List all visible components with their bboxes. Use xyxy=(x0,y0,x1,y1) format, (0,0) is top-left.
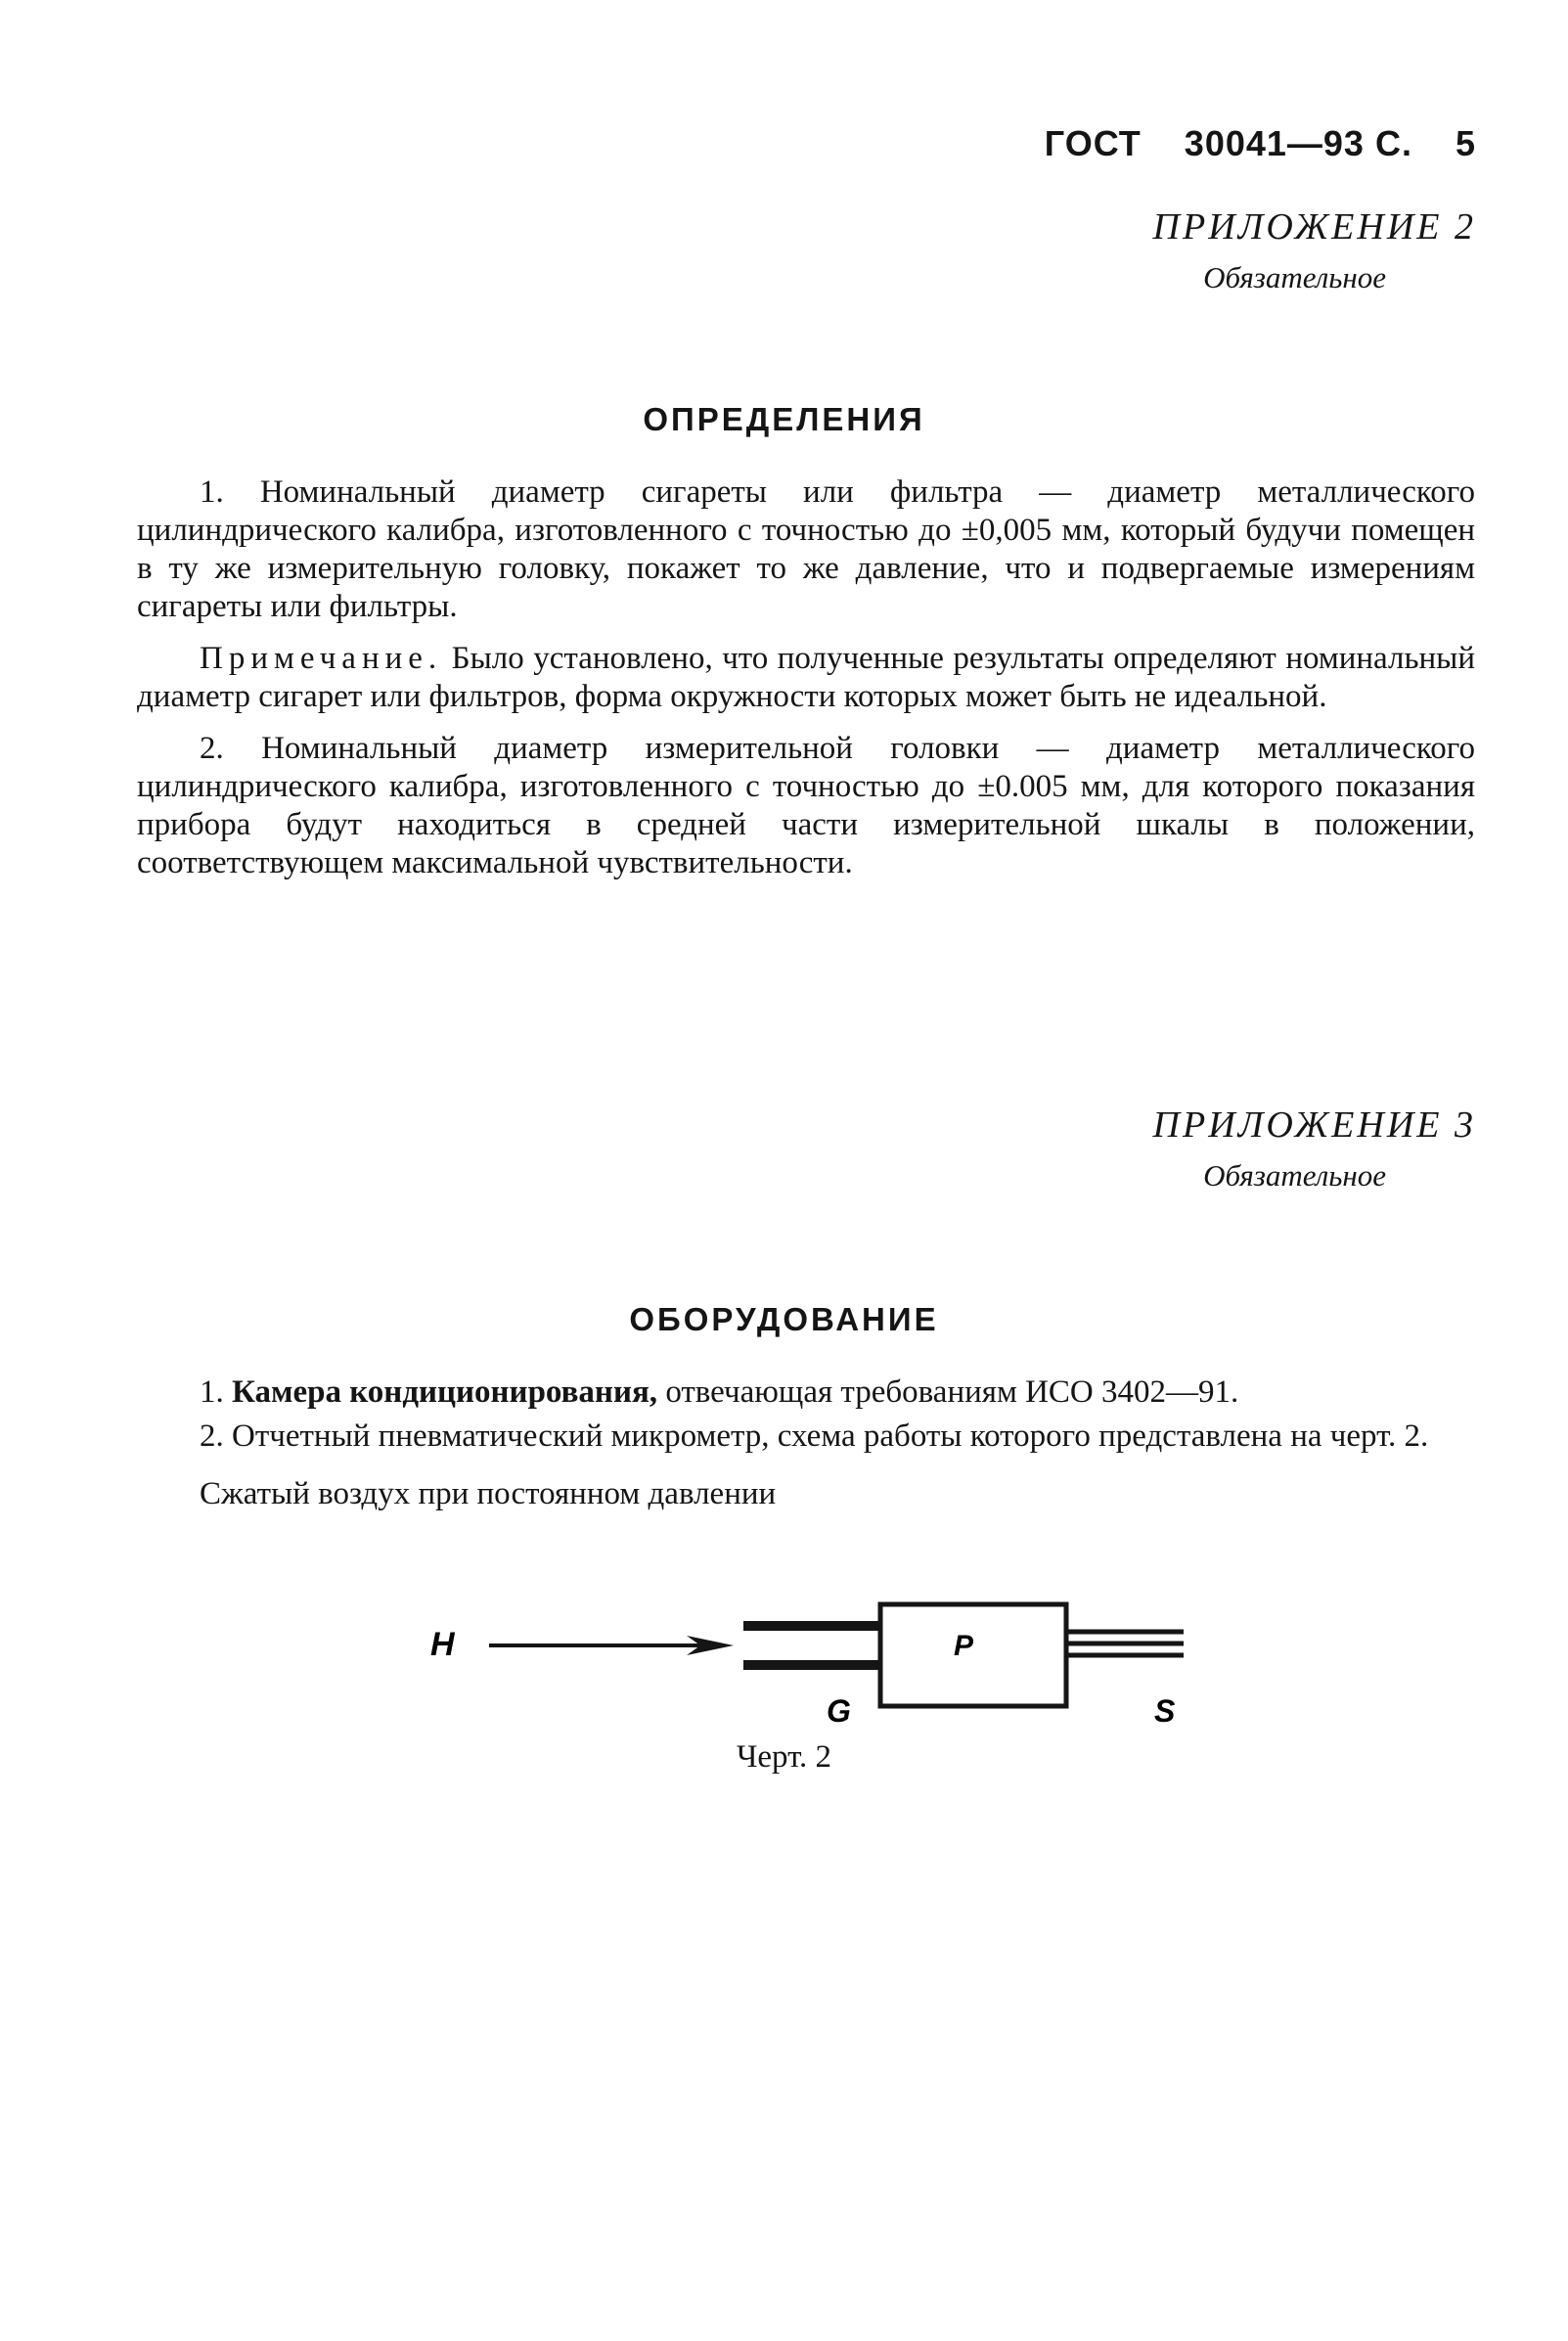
pneumatic-micrometer-diagram xyxy=(411,1575,1213,1741)
diagram-label-s: S xyxy=(1154,1693,1176,1729)
diagram-label-g: G xyxy=(827,1693,851,1729)
appendix-3-label xyxy=(1153,1103,1476,1193)
equipment-item-1-number: 1. xyxy=(200,1374,224,1410)
compressed-air-text: Сжатый воздух при постоянном давлении xyxy=(200,1476,777,1511)
appendix-2-label xyxy=(1153,205,1476,295)
appendix-2-title: ПРИЛОЖЕНИЕ 2 xyxy=(1152,206,1476,248)
diagram-label-p: P xyxy=(954,1630,974,1662)
equipment-item-1 xyxy=(137,1373,1475,1412)
header-standard: ГОСТ xyxy=(1044,123,1142,163)
definition-item-1: 1. Номинальный диаметр сигареты или фильтра — диаметр металлического цилиндрического калибра, изготовленного с точностью до ±0,005 мм, который будучи помещен в ту же измерительную головку, покажет то же давление, что и подвергаемые измерениям сигареты или фильтры. xyxy=(137,474,1475,624)
header-page-number: 5 xyxy=(1455,123,1476,163)
equipment-item-1-text: отвечающая требованиям ИСО 3402—91. xyxy=(665,1374,1239,1410)
definition-note xyxy=(137,640,1475,716)
appendix-3-status: Обязательное xyxy=(1203,1158,1386,1193)
header-number: 30041—93 xyxy=(1184,123,1365,163)
appendix-3-title: ПРИЛОЖЕНИЕ 3 xyxy=(1152,1104,1476,1146)
page-header xyxy=(1045,123,1476,164)
note-label: Примечание. xyxy=(200,641,443,676)
appendix-2-status: Обязательное xyxy=(1203,260,1386,294)
section-heading-equipment: ОБОРУДОВАНИЕ xyxy=(629,1301,939,1337)
figure-caption: Черт. 2 xyxy=(736,1739,832,1775)
equipment-body xyxy=(137,1373,1475,1513)
definitions-body xyxy=(137,473,1475,882)
note-text: Было установлено, что полученные результаты определяют номинальный диаметр сигарет или фильтров, форма окружности которых может быть не идеальной. xyxy=(137,641,1476,714)
header-page-prefix: С. xyxy=(1374,123,1412,163)
section-heading-definitions: ОПРЕДЕЛЕНИЯ xyxy=(643,401,925,437)
diagram-label-h: H xyxy=(430,1626,455,1663)
equipment-item-1-name: Камера кондиционирования, xyxy=(232,1374,658,1410)
definition-item-2: 2. Номинальный диаметр измерительной головки — диаметр металлического цилиндрического калибра, изготовленного с точностью до ±0.005 мм, для которого показания прибора будут находиться в средней части измерительной шкалы в положении, соответствующем максимальной чувствительности. xyxy=(137,731,1475,880)
equipment-item-2: 2. Отчетный пневматический микрометр, схема работы которого представлена на черт. 2. xyxy=(200,1418,1429,1454)
